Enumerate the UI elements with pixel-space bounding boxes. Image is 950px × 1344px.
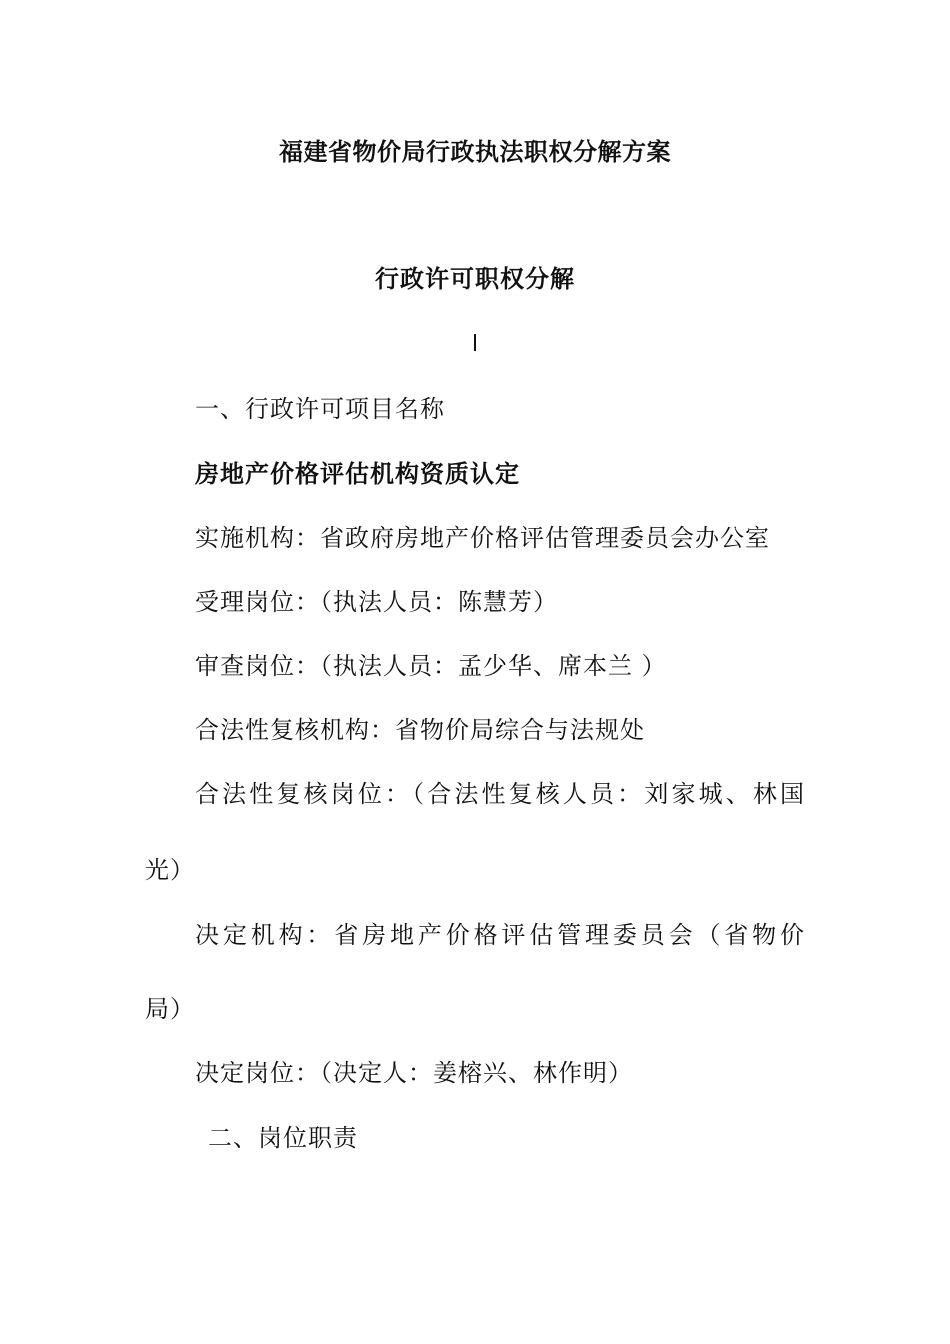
implementing-agency-line: 实施机构：省政府房地产价格评估管理委员会办公室 xyxy=(195,524,770,552)
text-cursor-mark xyxy=(474,334,476,351)
permit-item-name: 房地产价格评估机构资质认定 xyxy=(195,460,520,488)
document-title: 福建省物价局行政执法职权分解方案 xyxy=(279,138,671,166)
legality-review-post-line: 合法性复核岗位：（合法性复核人员：刘家城、林国 xyxy=(195,780,805,808)
acceptance-post-line: 受理岗位：（执法人员：陈慧芳） xyxy=(195,588,558,616)
legality-review-agency-line: 合法性复核机构：省物价局综合与法规处 xyxy=(195,716,645,744)
section-subtitle: 行政许可职权分解 xyxy=(375,265,575,293)
section1-heading: 一、行政许可项目名称 xyxy=(195,395,445,423)
decision-post-line: 决定岗位：（决定人：姜榕兴、林作明） xyxy=(195,1059,633,1087)
decision-agency-continuation: 局） xyxy=(145,995,195,1023)
review-post-line: 审查岗位：（执法人员：孟少华、席本兰 ） xyxy=(195,652,667,680)
decision-agency-line: 决定机构：省房地产价格评估管理委员会（省物价 xyxy=(195,921,805,949)
section2-heading: 二、岗位职责 xyxy=(208,1124,358,1152)
legality-review-post-continuation: 光） xyxy=(145,856,195,884)
